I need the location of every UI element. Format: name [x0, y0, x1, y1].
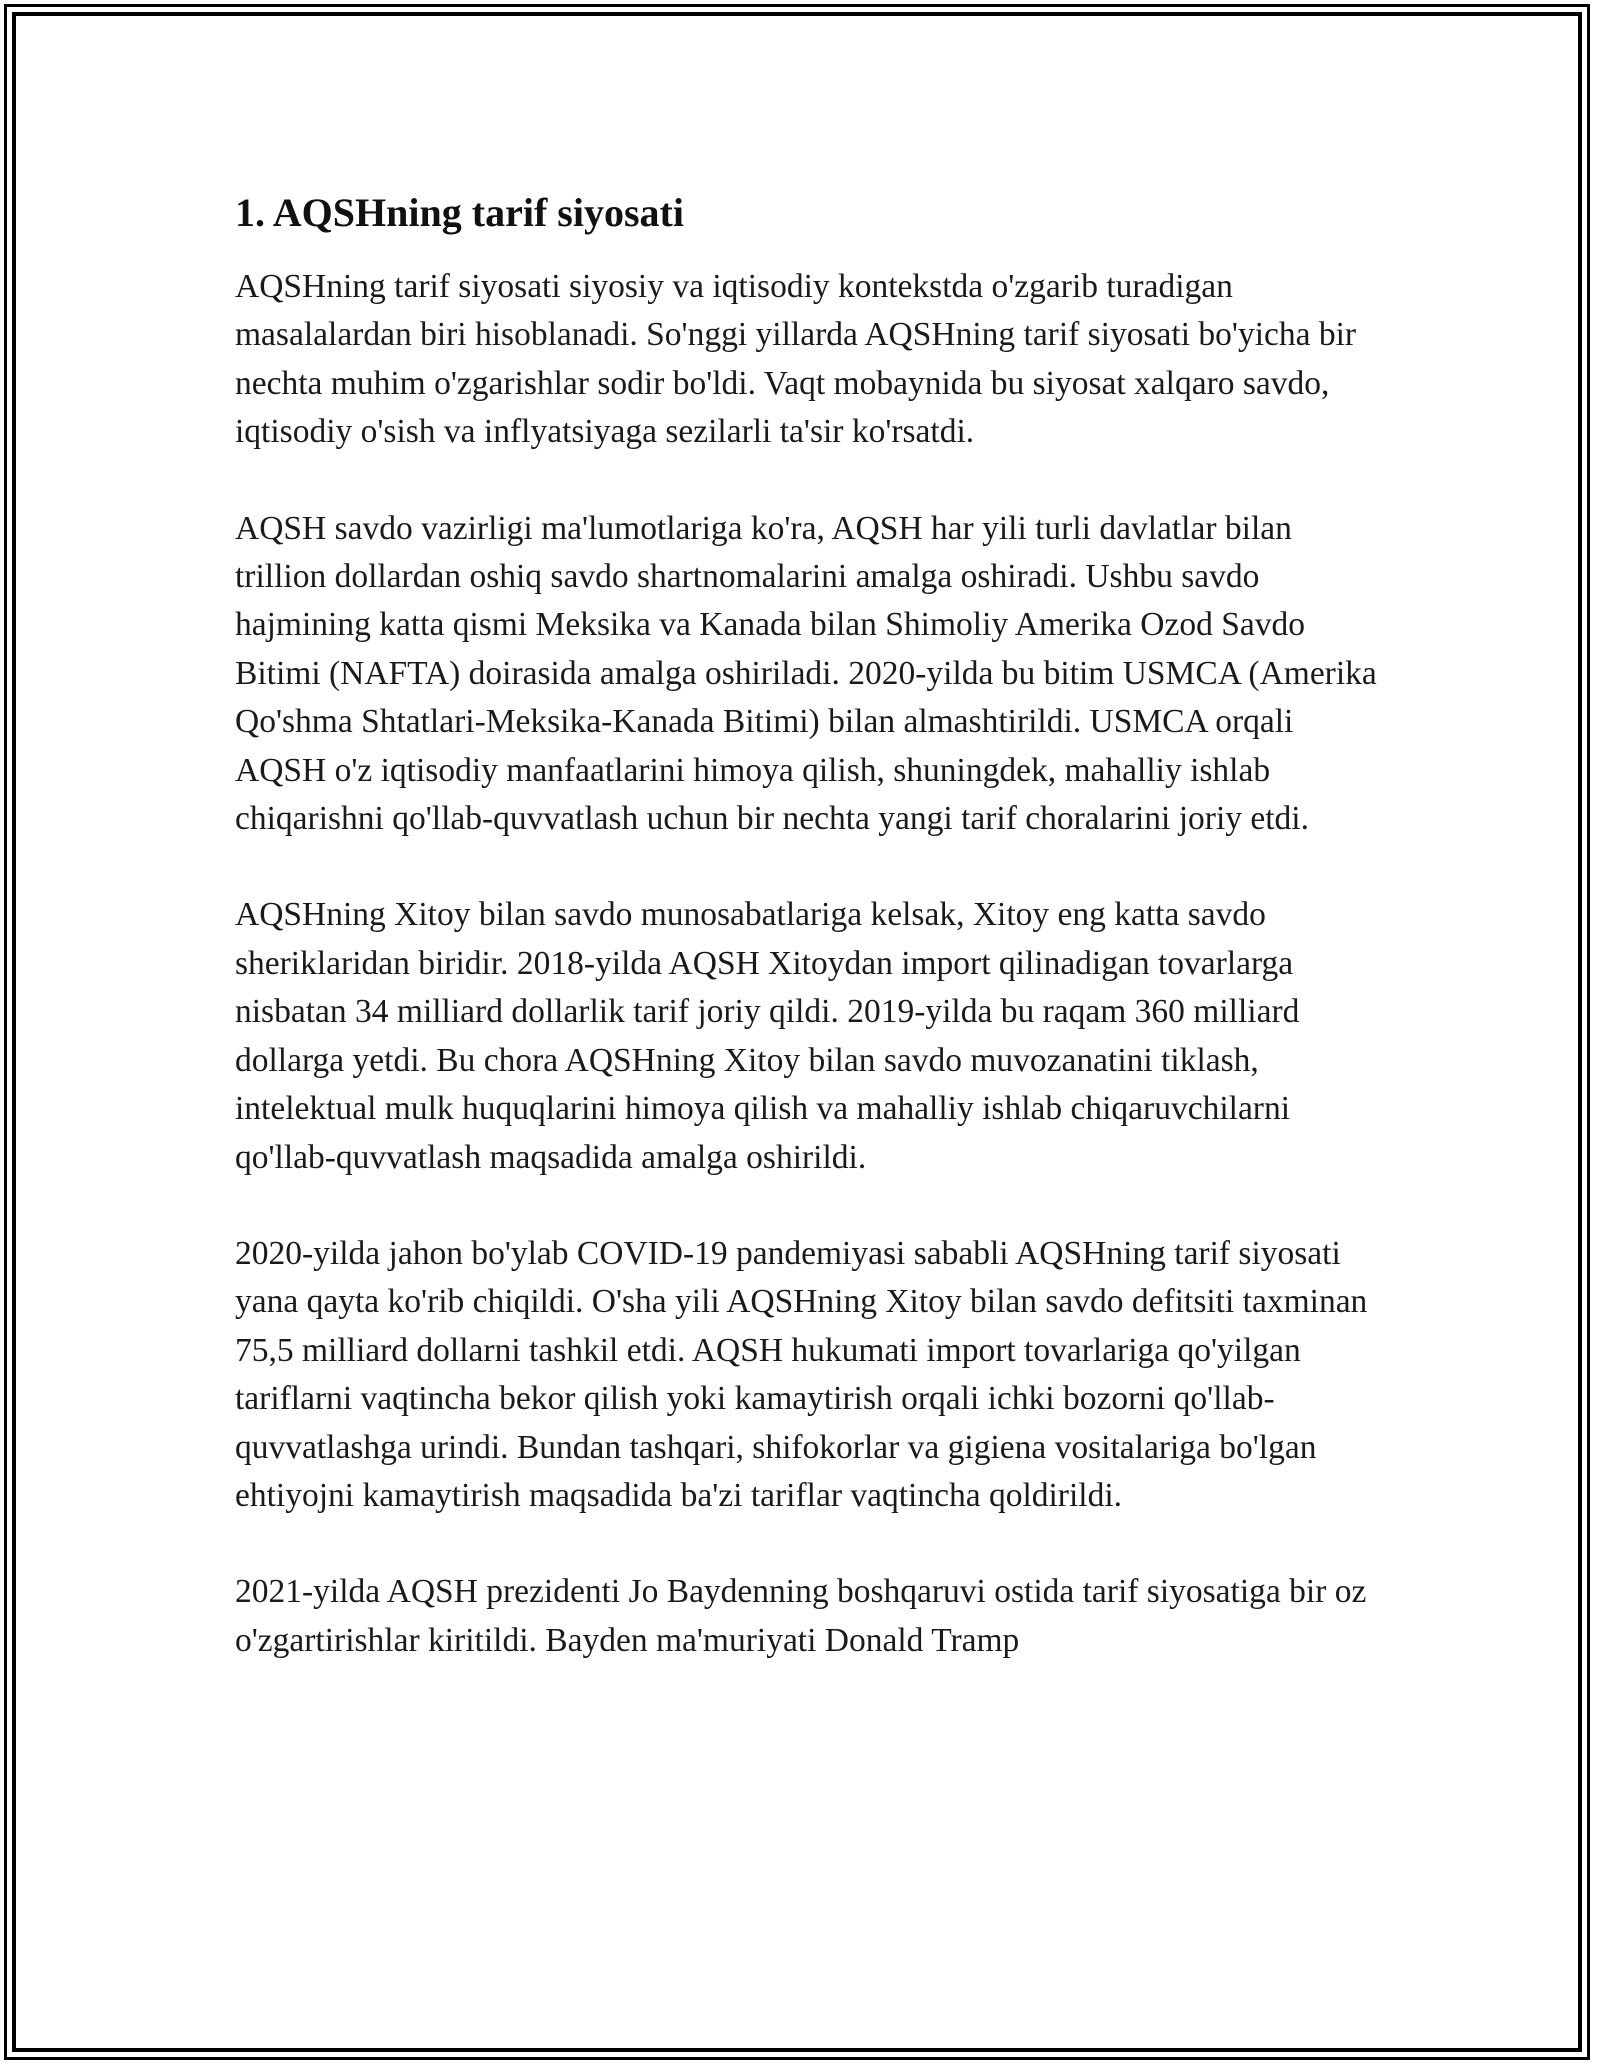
paragraph-biden: 2021-yilda AQSH prezidenti Jo Baydenning boshqaruvi ostida tarif siyosatiga bir oz o'zgartirishlar kiritildi. Bayden ma'muriyati Donald Tramp — [235, 1573, 1367, 1659]
document-body — [235, 185, 1385, 1713]
paragraph-intro: AQSHning tarif siyosati siyosiy va iqtisodiy kontekstda o'zgarib turadigan masalalardan biri hisoblanadi. So'nggi yillarda AQSHning tarif siyosati bo'yicha bir nechta muhim o'zgarishlar sodir bo'ldi. Vaqt mobaynida bu siyosat xalqaro savdo, iqtisodiy o'sish va inflyatsiyaga sezilarli ta'sir ko'rsatdi. — [235, 268, 1357, 451]
paragraph-china-trade: AQSHning Xitoy bilan savdo munosabatlariga kelsak, Xitoy eng katta savdo sheriklaridan biridir. 2018-yilda AQSH Xitoydan import qilinadigan tovarlarga nisbatan 34 milliard dollarlik tarif joriy qildi. 2019-yilda bu raqam 360 milliard dollarga yetdi. Bu chora AQSHning Xitoy bilan savdo muvozanatini tiklash, intelektual mulk huquqlarini himoya qilish va mahalliy ishlab chiqaruvchilarni qo'llab-quvvatlash maqsadida amalga oshirildi. — [235, 896, 1300, 1176]
section-heading: 1. AQSHning tarif siyosati — [235, 190, 684, 235]
paragraph-covid: 2020-yilda jahon bo'ylab COVID-19 pandemiyasi sababli AQSHning tarif siyosati yana qayta ko'rib chiqildi. O'sha yili AQSHning Xitoy bilan savdo defitsiti taxminan 75,5 milliard dollarni tashkil etdi. AQSH hukumati import tovarlariga qo'yilgan tariflarni vaqtincha bekor qilish yoki kamaytirish orqali ichki bozorni qo'llab-quvvatlashga urindi. Bundan tashqari, shifokorlar va gigiena vositalariga bo'lgan ehtiyojni kamaytirish maqsadida ba'zi tariflar vaqtincha qoldirildi. — [235, 1234, 1368, 1514]
paragraph-trade-agreements: AQSH savdo vazirligi ma'lumotlariga ko'ra, AQSH har yili turli davlatlar bilan trillion dollardan oshiq savdo shartnomalarini amalga oshiradi. Ushbu savdo hajmining katta qismi Meksika va Kanada bilan Shimoliy Amerika Ozod Savdo Bitimi (NAFTA) doirasida amalga oshiriladi. 2020-yilda bu bitim USMCA (Amerika Qo'shma Shtatlari-Meksika-Kanada Bitimi) bilan almashtirildi. USMCA orqali AQSH o'z iqtisodiy manfaatlarini himoya qilish, shuningdek, mahalliy ishlab chiqarishni qo'llab-quvvatlash uchun bir nechta yangi tarif choralarini joriy etdi. — [235, 509, 1377, 838]
